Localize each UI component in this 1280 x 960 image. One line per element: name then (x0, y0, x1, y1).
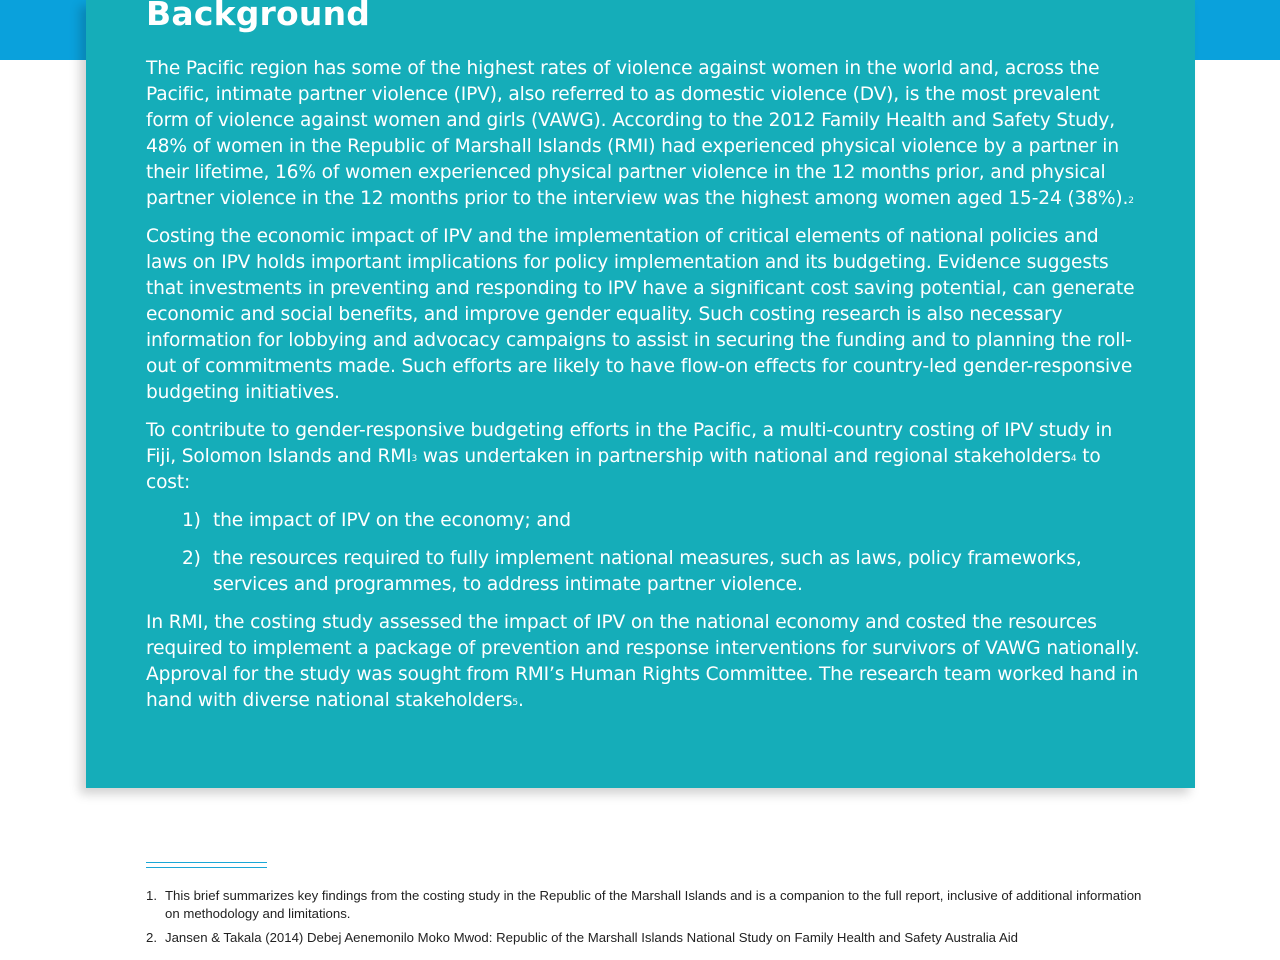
paragraph-4-text: In RMI, the costing study assessed the impact of IPV on the national economy and costed the resources required to implement a package of prevention and response interventions for survivors of VAWG nationally. Approval for the study was sought from RMI’s Human Rights Committee. The research team worked hand in hand with diverse national stakeholders (146, 612, 1140, 711)
panel-content (146, 0, 1141, 714)
footnote-1 (146, 887, 1146, 923)
footnote-text: Jansen & Takala (2014) Debej Aenemonilo Moko Mwod: Republic of the Marshall Islands National Study on Family Health and Safety Australia Aid (165, 930, 1019, 945)
footnote-text: This brief summarizes key findings from the costing study in the Republic of the Marshall Islands and is a companion to the full report, inclusive of additional information on methodology and limitations. (165, 888, 1142, 921)
footnote-ref-4[interactable]: 4 (1070, 454, 1077, 464)
footnotes (146, 887, 1146, 947)
list-item-text: the resources required to fully implement national measures, such as laws, policy frameworks, services and programmes, to address intimate partner violence. (213, 548, 1082, 595)
paragraph-4 (146, 610, 1141, 714)
cost-list (146, 508, 1141, 598)
paragraph-4-end: . (517, 690, 524, 711)
footnote-number: 1. (146, 888, 157, 903)
footnote-number: 2. (146, 930, 157, 945)
section-heading: Background (146, 0, 371, 33)
paragraph-3-text-b: was undertaken in partnership with national and regional stakeholders (417, 446, 1071, 467)
list-item-number: 1) (182, 510, 201, 531)
background-panel (86, 0, 1195, 788)
list-item (146, 508, 1141, 534)
list-item-number: 2) (182, 548, 201, 569)
paragraph-1-text: The Pacific region has some of the highest rates of violence against women in the world and, across the Pacific, intimate partner violence (IPV), also referred to as domestic violence (DV), is the most prevalent form of violence against women and girls (VAWG). According to the 2012 Family Health and Safety Study, 48% of women in the Republic of Marshall Islands (RMI) had experienced physical violence by a partner in their lifetime, 16% of women experienced physical partner violence in the 12 months prior, and physical partner violence in the 12 months prior to the interview was the highest among women aged 15-24 (38%). (146, 58, 1129, 209)
list-item-text: the impact of IPV on the economy; and (213, 510, 571, 531)
paragraph-1 (146, 56, 1141, 212)
paragraph-3-text-c: to cost: (146, 446, 1101, 493)
paragraph-2: Costing the economic impact of IPV and the implementation of critical elements of national policies and laws on IPV holds important implications for policy implementation and its budgeting. Evidence suggests that investments in preventing and responding to IPV have a significant cost saving potential, can generate economic and social benefits, and improve gender equality. Such costing research is also necessary information for lobbying and advocacy campaigns to assist in securing the funding and to planning the roll-out of commitments made. Such efforts are likely to have flow-on effects for country-led gender-responsive budgeting initiatives. (146, 226, 1135, 403)
footnote-ref-5[interactable]: 5 (512, 698, 518, 708)
footnote-divider (146, 862, 267, 868)
footnote-ref-3[interactable]: 3 (411, 454, 418, 464)
paragraph-3-text-a: To contribute to gender-responsive budgeting efforts in the Pacific, a multi-country costing of IPV study in Fiji, Solomon Islands and RMI (146, 420, 1113, 467)
footnote-2 (146, 929, 1146, 947)
paragraph-3 (146, 418, 1141, 496)
footnote-ref-2[interactable]: 2 (1128, 196, 1134, 206)
list-item (146, 546, 1141, 598)
